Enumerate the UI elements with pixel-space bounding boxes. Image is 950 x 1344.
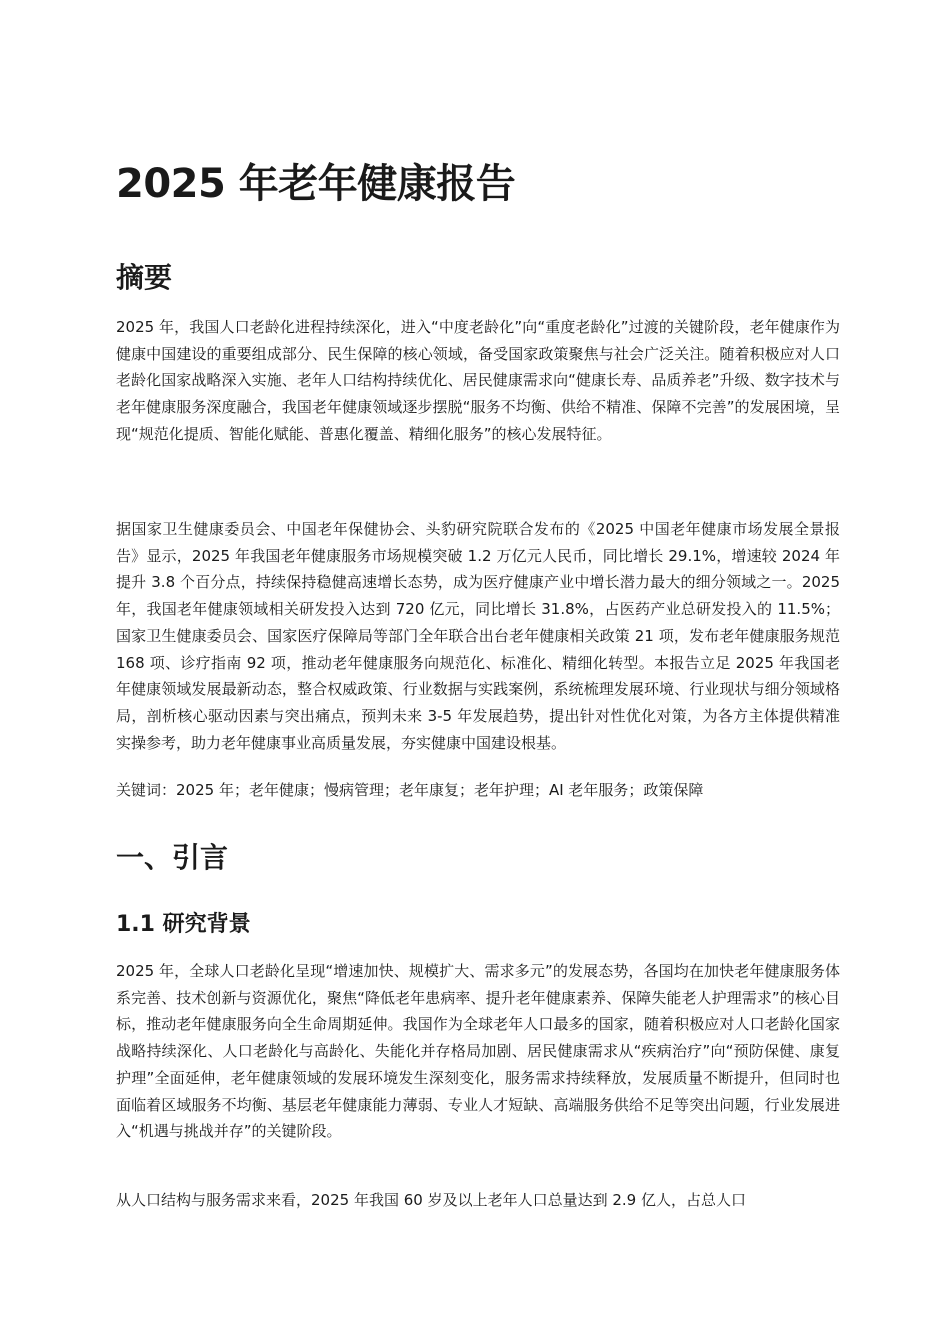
abstract-paragraph-2: 据国家卫生健康委员会、中国老年保健协会、头豹研究院联合发布的《2025 中国老年健康市场发展全景报告》显示，2025 年我国老年健康服务市场规模突破 1.2 万亿元人民币，同比增长 29.1%，增速较 2024 年提升 3.8 个百分点，持续保持稳健高速增长态势，成为医疗健康产业中增长潜力最大的细分领域之一。2025 年，我国老年健康领域相关研发投入达到 720 亿元，同比增长 31.8%，占医药产业总研发投入的 11.5%；国家卫生健康委员会、国家医疗保障局等部门全年联合出台老年健康相关政策 21 项，发布老年健康服务规范 168 项、诊疗指南 92 项，推动老年健康服务向规范化、标准化、精细化转型。本报告立足 2025 年我国老年健康领域发展最新动态，整合权威政策、行业数据与实践案例，系统梳理发展环境、行业现状与细分领域格局，剖析核心驱动因素与突出痛点，预判未来 3-5 年发展趋势，提出针对性优化对策，为各方主体提供精准实操参考，助力老年健康事业高质量发展，夯实健康中国建设根基。	[116, 520, 840, 752]
document-title: 2025 年老年健康报告	[116, 161, 516, 207]
background-paragraph-1: 2025 年，全球人口老龄化呈现“增速加快、规模扩大、需求多元”的发展态势，各国均在加快老年健康服务体系完善、技术创新与资源优化，聚焦“降低老年患病率、提升老年健康素养、保障失能老人护理需求”的核心目标，推动老年健康服务向全生命周期延伸。我国作为全球老年人口最多的国家，随着积极应对人口老龄化国家战略持续深化、人口老龄化与高龄化、失能化并存格局加剧、居民健康需求从“疾病治疗”向“预防保健、康复护理”全面延伸，老年健康领域的发展环境发生深刻变化，服务需求持续释放，发展质量不断提升，但同时也面临着区域服务不均衡、基层老年健康能力薄弱、专业人才短缺、高端服务供给不足等突出问题，行业发展进入“机遇与挑战并存”的关键阶段。	[116, 962, 840, 1141]
keywords-line: 关键词：2025 年；老年健康；慢病管理；老年康复；老年护理；AI 老年服务；政策保障	[116, 781, 704, 799]
abstract-paragraph-1: 2025 年，我国人口老龄化进程持续深化，进入“中度老龄化”向“重度老龄化”过渡的关键阶段，老年健康作为健康中国建设的重要组成部分、民生保障的核心领域，备受国家政策聚焦与社会广泛关注。随着积极应对人口老龄化国家战略深入实施、老年人口结构持续优化、居民健康需求向“健康长寿、品质养老”升级、数字技术与老年健康服务深度融合，我国老年健康领域逐步摆脱“服务不均衡、供给不精准、保障不完善”的发展困境，呈现“规范化提质、智能化赋能、普惠化覆盖、精细化服务”的核心发展特征。	[116, 318, 840, 443]
section-heading-introduction: 一、引言	[116, 841, 229, 874]
background-paragraph-2: 从人口结构与服务需求来看，2025 年我国 60 岁及以上老年人口总量达到 2.9 亿人，占总人口	[116, 1191, 746, 1209]
abstract-heading: 摘要	[116, 261, 173, 294]
subsection-heading-background: 1.1 研究背景	[116, 912, 251, 937]
